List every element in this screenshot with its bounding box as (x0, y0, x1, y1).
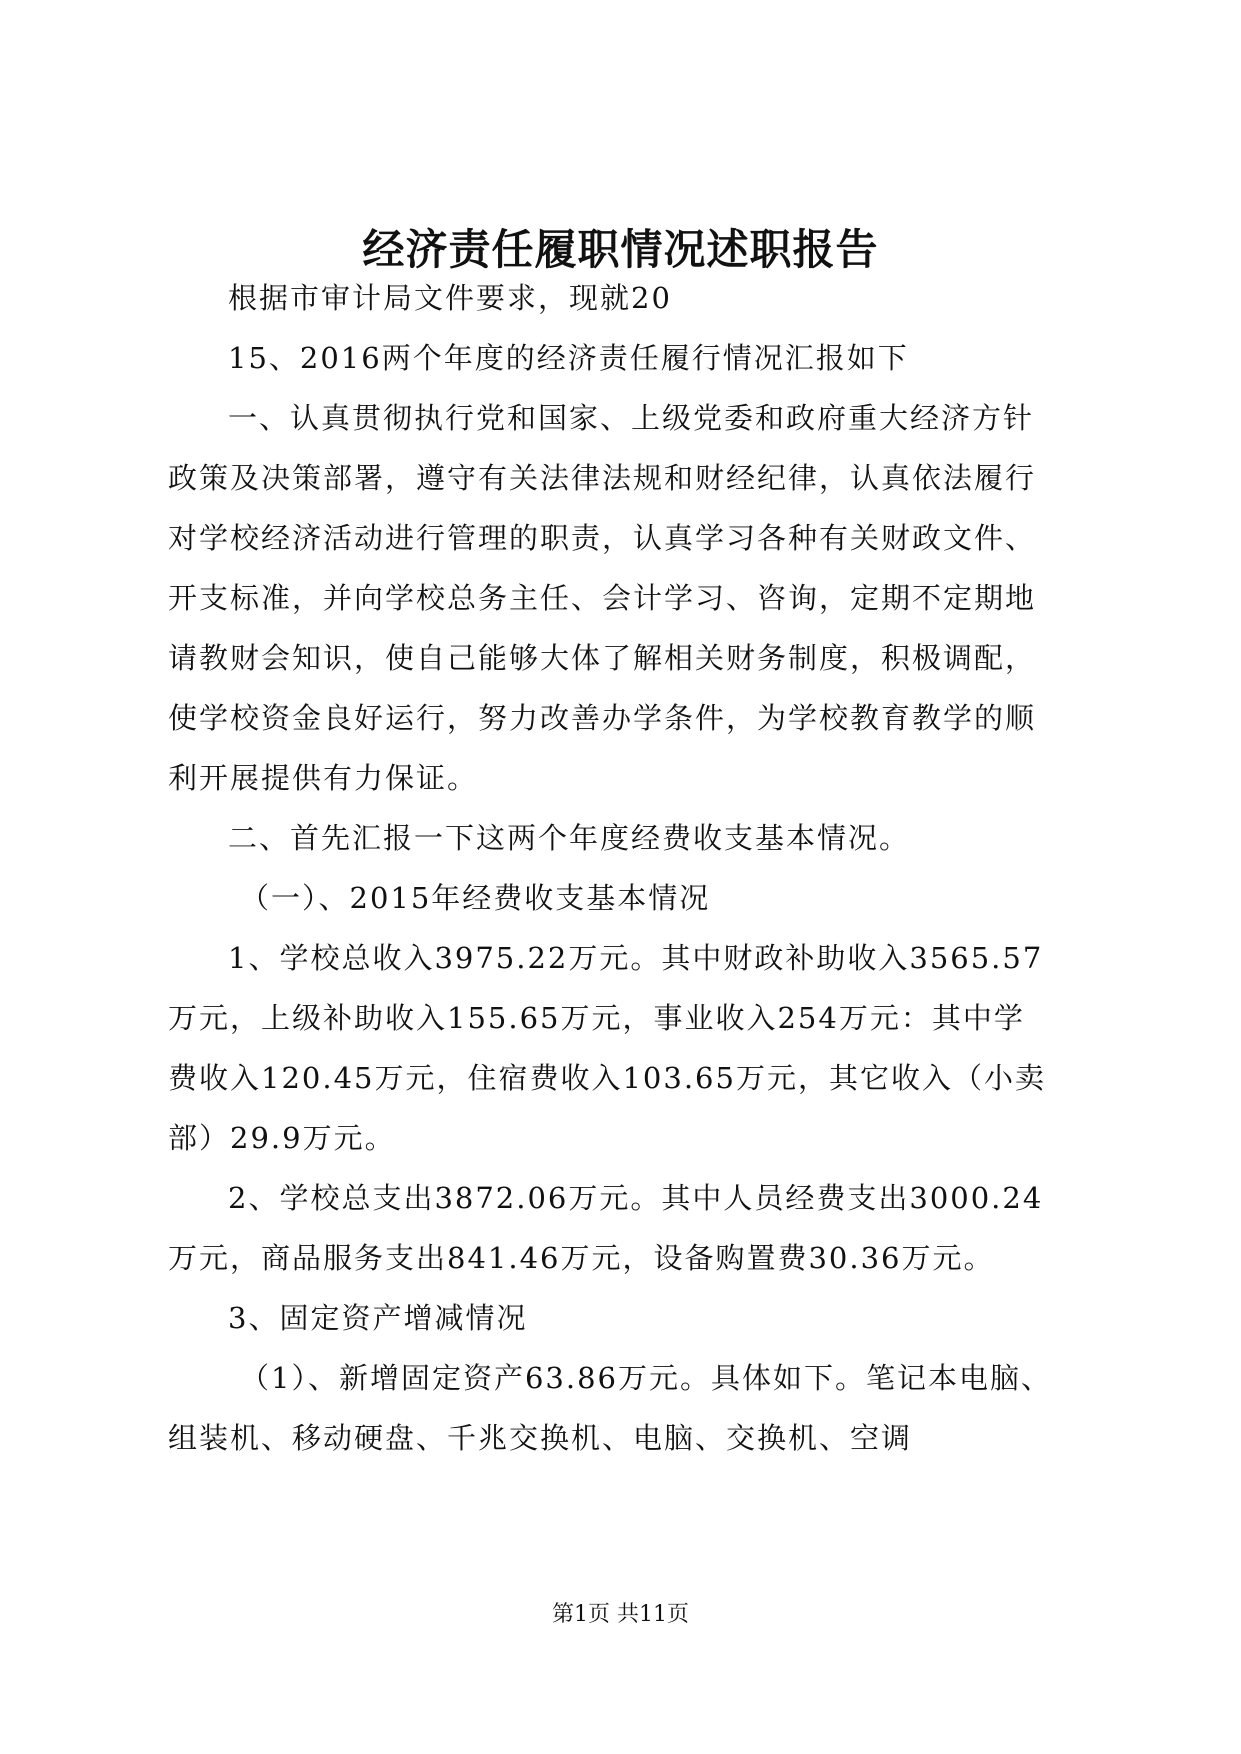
document-body (168, 268, 1088, 1468)
paragraph-line: 部）29.9万元。 (168, 1121, 396, 1155)
paragraph-line: 15、2016两个年度的经济责任履行情况汇报如下 (228, 341, 909, 375)
paragraph-line: 二、首先汇报一下这两个年度经费收支基本情况。 (228, 821, 911, 855)
paragraph-line: 2、学校总支出3872.06万元。其中人员经费支出3000.24 (228, 1181, 1044, 1215)
paragraph-line: （一）、2015年经费收支基本情况 (240, 881, 711, 915)
paragraph-line: 利开展提供有力保证。 (168, 761, 479, 795)
document-title: 经济责任履职情况述职报告 (362, 225, 879, 274)
paragraph-line: 开支标准，并向学校总务主任、会计学习、咨询，定期不定期地 (168, 581, 1037, 615)
paragraph-line: 万元，商品服务支出841.46万元，设备购置费30.36万元。 (168, 1241, 995, 1275)
paragraph-line: 万元，上级补助收入155.65万元，事业收入254万元：其中学 (168, 1001, 1025, 1035)
paragraph-line: 1、学校总收入3975.22万元。其中财政补助收入3565.57 (228, 941, 1044, 975)
paragraph-line: 3、固定资产增减情况 (228, 1301, 528, 1335)
paragraph-line: 政策及决策部署，遵守有关法律法规和财经纪律，认真依法履行 (168, 461, 1037, 495)
paragraph-line: （1）、新增固定资产63.86万元。具体如下。笔记本电脑、 (240, 1361, 1052, 1395)
paragraph-line: 费收入120.45万元，住宿费收入103.65万元，其它收入（小卖 (168, 1061, 1046, 1095)
paragraph-line: 使学校资金良好运行，努力改善办学条件，为学校教育教学的顺 (168, 701, 1037, 735)
page-number-footer: 第1页 共11页 (552, 1602, 689, 1627)
paragraph-line: 组装机、移动硬盘、千兆交换机、电脑、交换机、空调 (168, 1421, 913, 1455)
paragraph-line: 根据市审计局文件要求，现就20 (228, 281, 672, 315)
paragraph-line: 一、认真贯彻执行党和国家、上级党委和政府重大经济方针 (228, 401, 1035, 435)
paragraph-line: 请教财会知识，使自己能够大体了解相关财务制度，积极调配， (168, 641, 1037, 675)
paragraph-line: 对学校经济活动进行管理的职责，认真学习各种有关财政文件、 (168, 521, 1037, 555)
